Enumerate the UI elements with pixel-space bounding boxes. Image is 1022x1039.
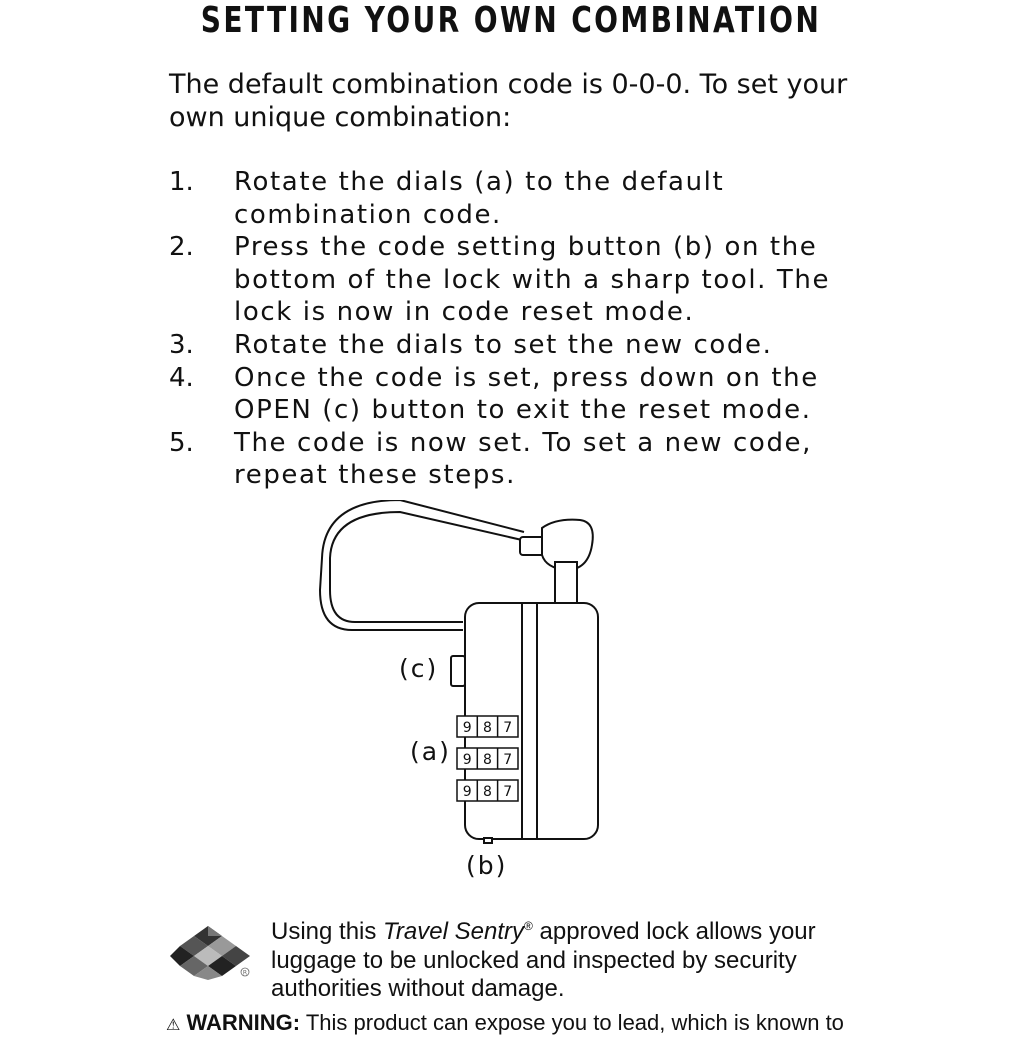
- dial-digit: 7: [503, 752, 513, 768]
- travel-sentry-brand: Travel Sentry: [383, 918, 524, 945]
- dial-digit: 7: [503, 720, 513, 736]
- step-number: 3.: [169, 329, 194, 360]
- warning-notice: [166, 1010, 1022, 1039]
- list-item: [169, 329, 889, 362]
- dial-digit: 9: [462, 720, 472, 736]
- list-item: [169, 231, 889, 329]
- warning-text: This product can expose you to lead, which is known to: [300, 1010, 844, 1035]
- step-text: The code is now set. To set a new code, repeat these steps.: [234, 427, 813, 491]
- code-button-b: [484, 838, 492, 843]
- dial-digit: 9: [462, 784, 472, 800]
- step-text: Once the code is set, press down on the OPEN (c) button to exit the reset mode.: [234, 362, 819, 426]
- intro-paragraph: The default combination code is 0-0-0. To set your own unique combination:: [169, 69, 848, 133]
- step-text: Rotate the dials (a) to the default combination code.: [234, 167, 725, 230]
- cable-connector: [520, 537, 544, 555]
- notice-text-before: Using this: [271, 918, 384, 945]
- dial-digit: 8: [482, 752, 492, 768]
- step-text: Press the code setting button (b) on the bottom of the lock with a sharp tool. The lock is now in code reset mode.: [234, 232, 831, 328]
- registered-symbol: ®: [523, 919, 533, 933]
- list-item: [169, 362, 889, 427]
- dial-digit: 8: [482, 720, 492, 736]
- step-number: 4.: [169, 362, 194, 393]
- dial-digit: 8: [482, 784, 492, 800]
- travel-sentry-diamond-logo: [170, 920, 260, 990]
- dial-digit: 9: [462, 752, 472, 768]
- combination-dial[interactable]: [457, 780, 518, 801]
- step-number: 1.: [169, 167, 194, 197]
- travel-sentry-notice: [271, 912, 891, 1004]
- open-button-c: [451, 656, 465, 686]
- list-item: [169, 166, 889, 231]
- step-number: 5.: [169, 427, 194, 458]
- label-a: (a): [410, 737, 451, 766]
- shackle-post: [555, 562, 577, 606]
- registered-mark: R: [242, 969, 248, 977]
- combination-dial[interactable]: [457, 716, 518, 737]
- combination-dial[interactable]: [457, 748, 518, 769]
- label-b: (b): [466, 851, 508, 880]
- lock-diagram: [300, 500, 620, 860]
- dial-digit: 7: [503, 784, 513, 800]
- warning-triangle-icon: ⚠: [166, 1017, 181, 1034]
- list-item: [169, 427, 889, 492]
- step-number: 2.: [169, 232, 194, 263]
- label-c: (c): [399, 654, 439, 683]
- page-title: SETTING YOUR OWN COMBINATION: [200, 0, 822, 41]
- step-text: Rotate the dials to set the new code.: [234, 329, 773, 360]
- notice-text-after: approved lock allows your luggage to be unlocked and inspected by security authorities without damage.: [271, 918, 816, 1002]
- steps-list: [169, 166, 889, 492]
- warning-label: WARNING:: [186, 1010, 301, 1035]
